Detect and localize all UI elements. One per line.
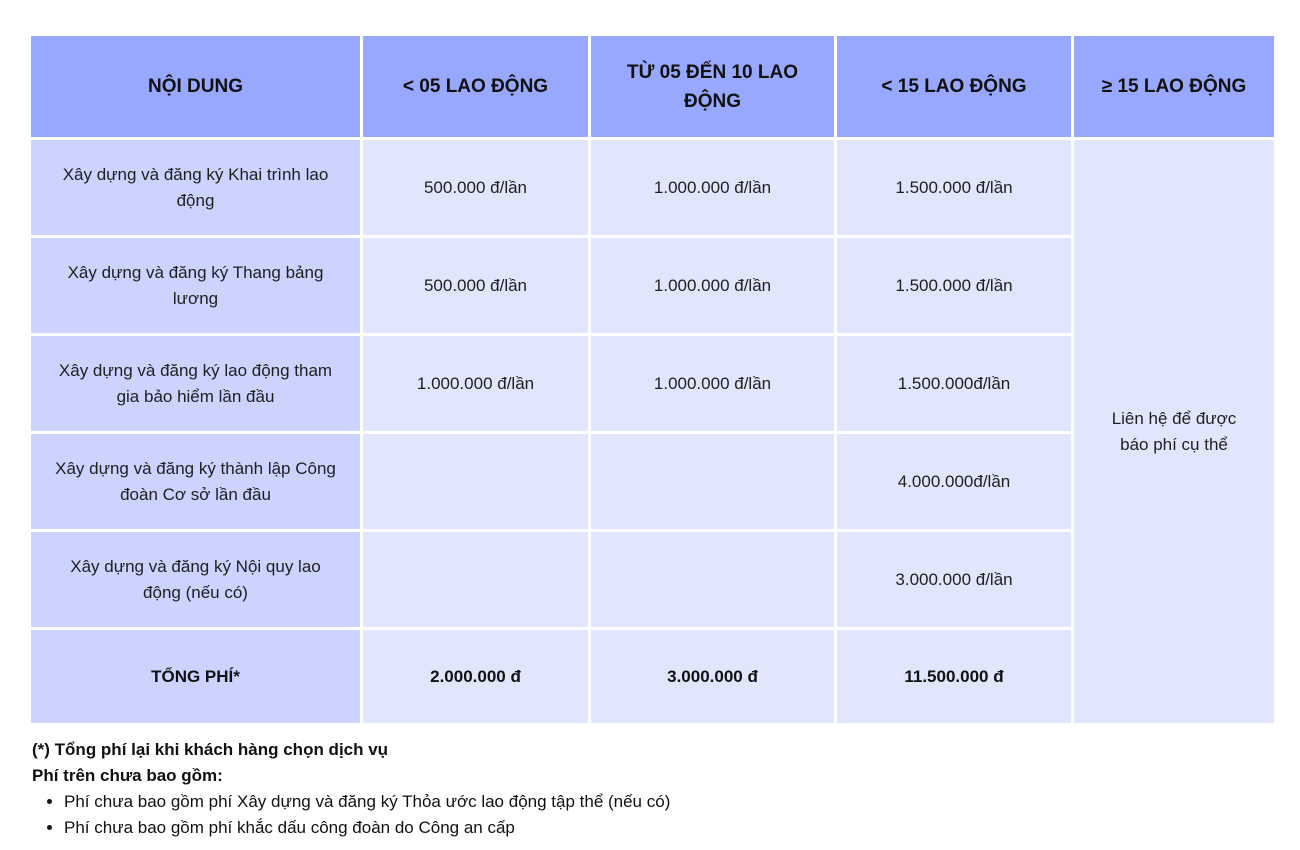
header-15-plus-workers: ≥ 15 LAO ĐỘNG [1074, 36, 1274, 137]
row-label: Xây dựng và đăng ký thành lập Công đoàn Cơ sở lần đầu [31, 434, 360, 529]
row-label: Xây dựng và đăng ký Nội quy lao động (nếu có) [31, 532, 360, 627]
header-content: NỘI DUNG [31, 36, 360, 137]
header-row [31, 36, 1274, 137]
total-fee-cell: 11.500.000 đ [837, 630, 1071, 723]
list-item: • Phí chưa bao gồm phí Xây dựng và đăng ký Thỏa ước lao động tập thể (nếu có) [64, 789, 1268, 815]
fee-cell: 1.000.000 đ/lần [363, 336, 588, 431]
total-fee-cell: 2.000.000 đ [363, 630, 588, 723]
fee-cell: 4.000.000đ/lần [837, 434, 1071, 529]
fee-cell: 1.500.000đ/lần [837, 336, 1071, 431]
fee-cell [363, 532, 588, 627]
exclusions-title: Phí trên chưa bao gồm: [32, 766, 223, 785]
fee-cell [591, 434, 834, 529]
row-label: Xây dựng và đăng ký lao động tham gia bảo hiểm lần đầu [31, 336, 360, 431]
contact-note-cell: Liên hệ để được báo phí cụ thể [1074, 140, 1274, 723]
fee-cell: 1.000.000 đ/lần [591, 336, 834, 431]
header-5-to-10-workers: TỪ 05 ĐẾN 10 LAO ĐỘNG [591, 36, 834, 137]
fee-notes [32, 737, 1268, 841]
fee-cell [591, 532, 834, 627]
fee-table [28, 33, 1277, 726]
list-item: • Phí chưa bao gồm phí khắc dấu công đoàn do Công an cấp [64, 815, 1268, 841]
fee-cell: 1.000.000 đ/lần [591, 140, 834, 235]
exclusions-list [32, 789, 1268, 841]
table-row [31, 140, 1274, 235]
fee-cell [363, 434, 588, 529]
fee-cell: 1.000.000 đ/lần [591, 238, 834, 333]
fee-cell: 3.000.000 đ/lần [837, 532, 1071, 627]
total-fee-cell: 3.000.000 đ [591, 630, 834, 723]
header-under-5-workers: < 05 LAO ĐỘNG [363, 36, 588, 137]
row-label: Xây dựng và đăng ký Khai trình lao động [31, 140, 360, 235]
fee-cell: 1.500.000 đ/lần [837, 140, 1071, 235]
header-under-15-workers: < 15 LAO ĐỘNG [837, 36, 1071, 137]
fee-cell: 500.000 đ/lần [363, 238, 588, 333]
total-label: TỔNG PHÍ* [31, 630, 360, 723]
row-label: Xây dựng và đăng ký Thang bảng lương [31, 238, 360, 333]
fee-cell: 500.000 đ/lần [363, 140, 588, 235]
fee-cell: 1.500.000 đ/lần [837, 238, 1071, 333]
footnote: (*) Tổng phí lại khi khách hàng chọn dịch vụ [32, 740, 389, 759]
